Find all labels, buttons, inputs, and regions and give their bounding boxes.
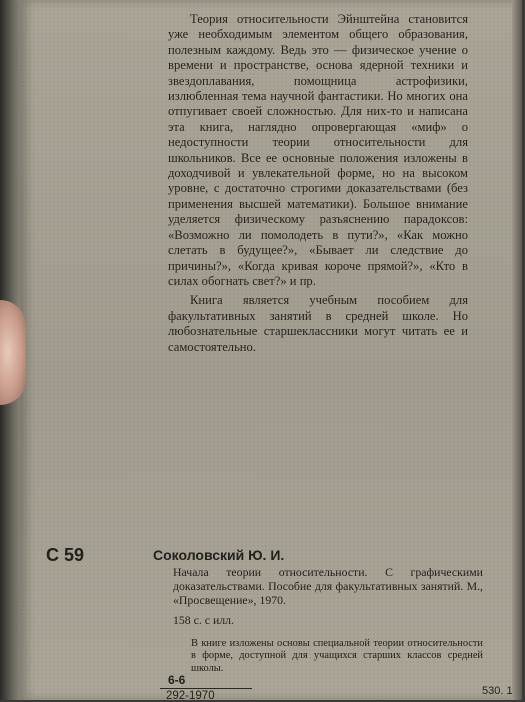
catalog-annotation: В книге изложены основы специальной теории относительности в форме, доступной для учащихся старших классов средней школы. <box>191 638 483 674</box>
catalog-pages: 158 с. с илл. <box>173 613 235 627</box>
catalog-card <box>46 545 483 675</box>
book-blurb <box>168 12 468 359</box>
blurb-paragraph-1: Теория относительности Эйнштейна становится уже необходимым элементом общего образования, полезным каждому. Ведь это — физическое учение о времени и пространстве, основа ядерной техники и звездоплавания, помощница астрофизики, излюбленная тема научной фантастики. Но многих она отпугивает своей сложностью. Для них-то и написана эта книга, наглядно опровергающая «миф» о недоступности теории относительности для школьников. Все ее основные положения изложены в доходчивой и увлекательной форме, но на высоком уровне, с достаточно строгими доказательствами (без применения высшей математики). Большое внимание уделяется физическому разъяснению парадоксов: «Возможно ли помолодеть в пути?», «Как можно слетать в будущее?», «Бывает ли следствие до причины?», «Когда кривая короче прямой?», «Кто в силах обогнать свет?» и пр. <box>168 12 468 288</box>
blurb-paragraph-2: Книга является учебным пособием для факультативных занятий в средней школе. Но любознательные старшеклассники могут читать ее и самостоятельно. <box>168 293 468 354</box>
catalog-order-number: 292-1970 <box>166 690 215 702</box>
page-edge <box>512 0 522 700</box>
catalog-author: Соколовский Ю. И. <box>153 547 285 563</box>
udc-code: 530. 1 <box>482 685 513 697</box>
book-page <box>20 0 522 700</box>
catalog-divider <box>160 688 252 689</box>
catalog-entry: Начала теории относительности. С графическими доказательствами. Пособие для факультативных занятий. М., «Просвещение», 1970. <box>173 565 483 607</box>
thumb <box>0 300 26 405</box>
catalog-code: С 59 <box>46 545 85 565</box>
catalog-index: 6-6 <box>168 673 186 687</box>
